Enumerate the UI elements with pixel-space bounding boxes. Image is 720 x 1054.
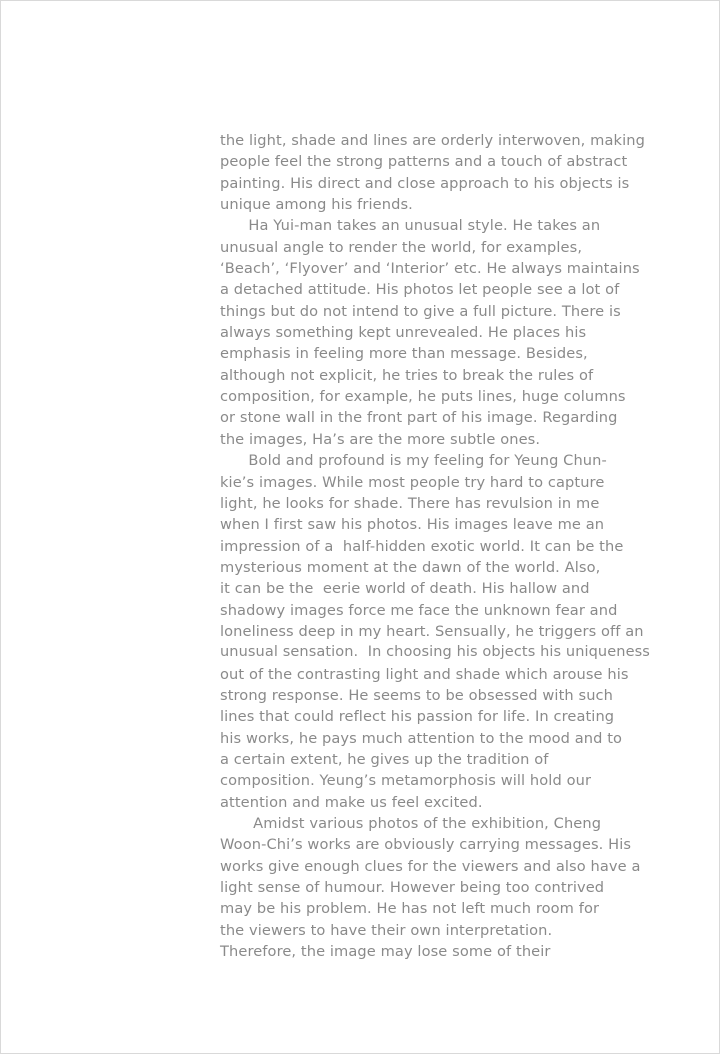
text-line: Ha Yui-man takes an unusual style. He takes an xyxy=(220,217,601,235)
text-line: always something kept unrevealed. He places his xyxy=(220,324,587,342)
text-line: unique among his friends. xyxy=(220,196,413,214)
text-line: attention and make us feel excited. xyxy=(220,793,483,811)
text-line: light sense of humour. However being too contrived xyxy=(220,879,605,897)
text-line: mysterious moment at the dawn of the world. Also, xyxy=(220,558,601,576)
text-line: Amidst various photos of the exhibition, Cheng xyxy=(220,815,602,832)
text-line: strong response. He seems to be obsessed with such xyxy=(220,686,614,704)
text-line: the light, shade and lines are orderly interwoven, making xyxy=(220,132,645,149)
text-line: unusual sensation. In choosing his objects his uniqueness xyxy=(220,644,650,661)
text-line: a detached attitude. His photos let people see a lot of xyxy=(220,281,620,299)
text-line: shadowy images force me face the unknown fear and xyxy=(220,601,618,619)
text-line: composition. Yeung’s metamorphosis will hold our xyxy=(220,772,592,790)
text-line: loneliness deep in my heart. Sensually, he triggers off an xyxy=(220,622,644,640)
text-line: emphasis in feeling more than message. Besides, xyxy=(220,345,588,363)
text-line: a certain extent, he gives up the tradition of xyxy=(220,750,549,768)
text-line: light, he looks for shade. There has revulsion in me xyxy=(220,494,600,512)
body-text xyxy=(220,130,650,962)
text-line: Bold and profound is my feeling for Yeung Chun- xyxy=(220,452,607,470)
text-line: Therefore, the image may lose some of their xyxy=(220,943,551,961)
text-line: the viewers to have their own interpretation. xyxy=(220,921,553,939)
text-line: impression of a half-hidden exotic world. It can be the xyxy=(220,537,624,555)
text-line: things but do not intend to give a full picture. There is xyxy=(220,302,621,320)
text-line: people feel the strong patterns and a touch of abstract xyxy=(220,153,628,171)
text-line: Woon-Chi’s works are obviously carrying messages. His xyxy=(220,836,632,854)
text-line: may be his problem. He has not left much room for xyxy=(220,900,600,918)
text-line: when I first saw his photos. His images leave me an xyxy=(220,516,605,534)
text-line: out of the contrasting light and shade which arouse his xyxy=(220,665,629,683)
text-line: composition, for example, he puts lines, huge columns xyxy=(220,388,626,406)
text-line: unusual angle to render the world, for examples, xyxy=(220,238,583,256)
text-line: the images, Ha’s are the more subtle ones. xyxy=(220,430,541,448)
text-line: or stone wall in the front part of his image. Regarding xyxy=(220,409,618,427)
text-line: painting. His direct and close approach to his objects is xyxy=(220,174,630,192)
text-line: his works, he pays much attention to the mood and to xyxy=(220,729,623,747)
text-line: ‘Beach’, ‘Flyover’ and ‘Interior’ etc. He always maintains xyxy=(220,260,640,278)
text-line: it can be the eerie world of death. His hallow and xyxy=(220,580,590,598)
text-line: lines that could reflect his passion for life. In creating xyxy=(220,708,615,726)
text-line: kie’s images. While most people try hard to capture xyxy=(220,473,605,491)
text-line: although not explicit, he tries to break the rules of xyxy=(220,366,594,384)
text-line: works give enough clues for the viewers and also have a xyxy=(220,857,641,875)
